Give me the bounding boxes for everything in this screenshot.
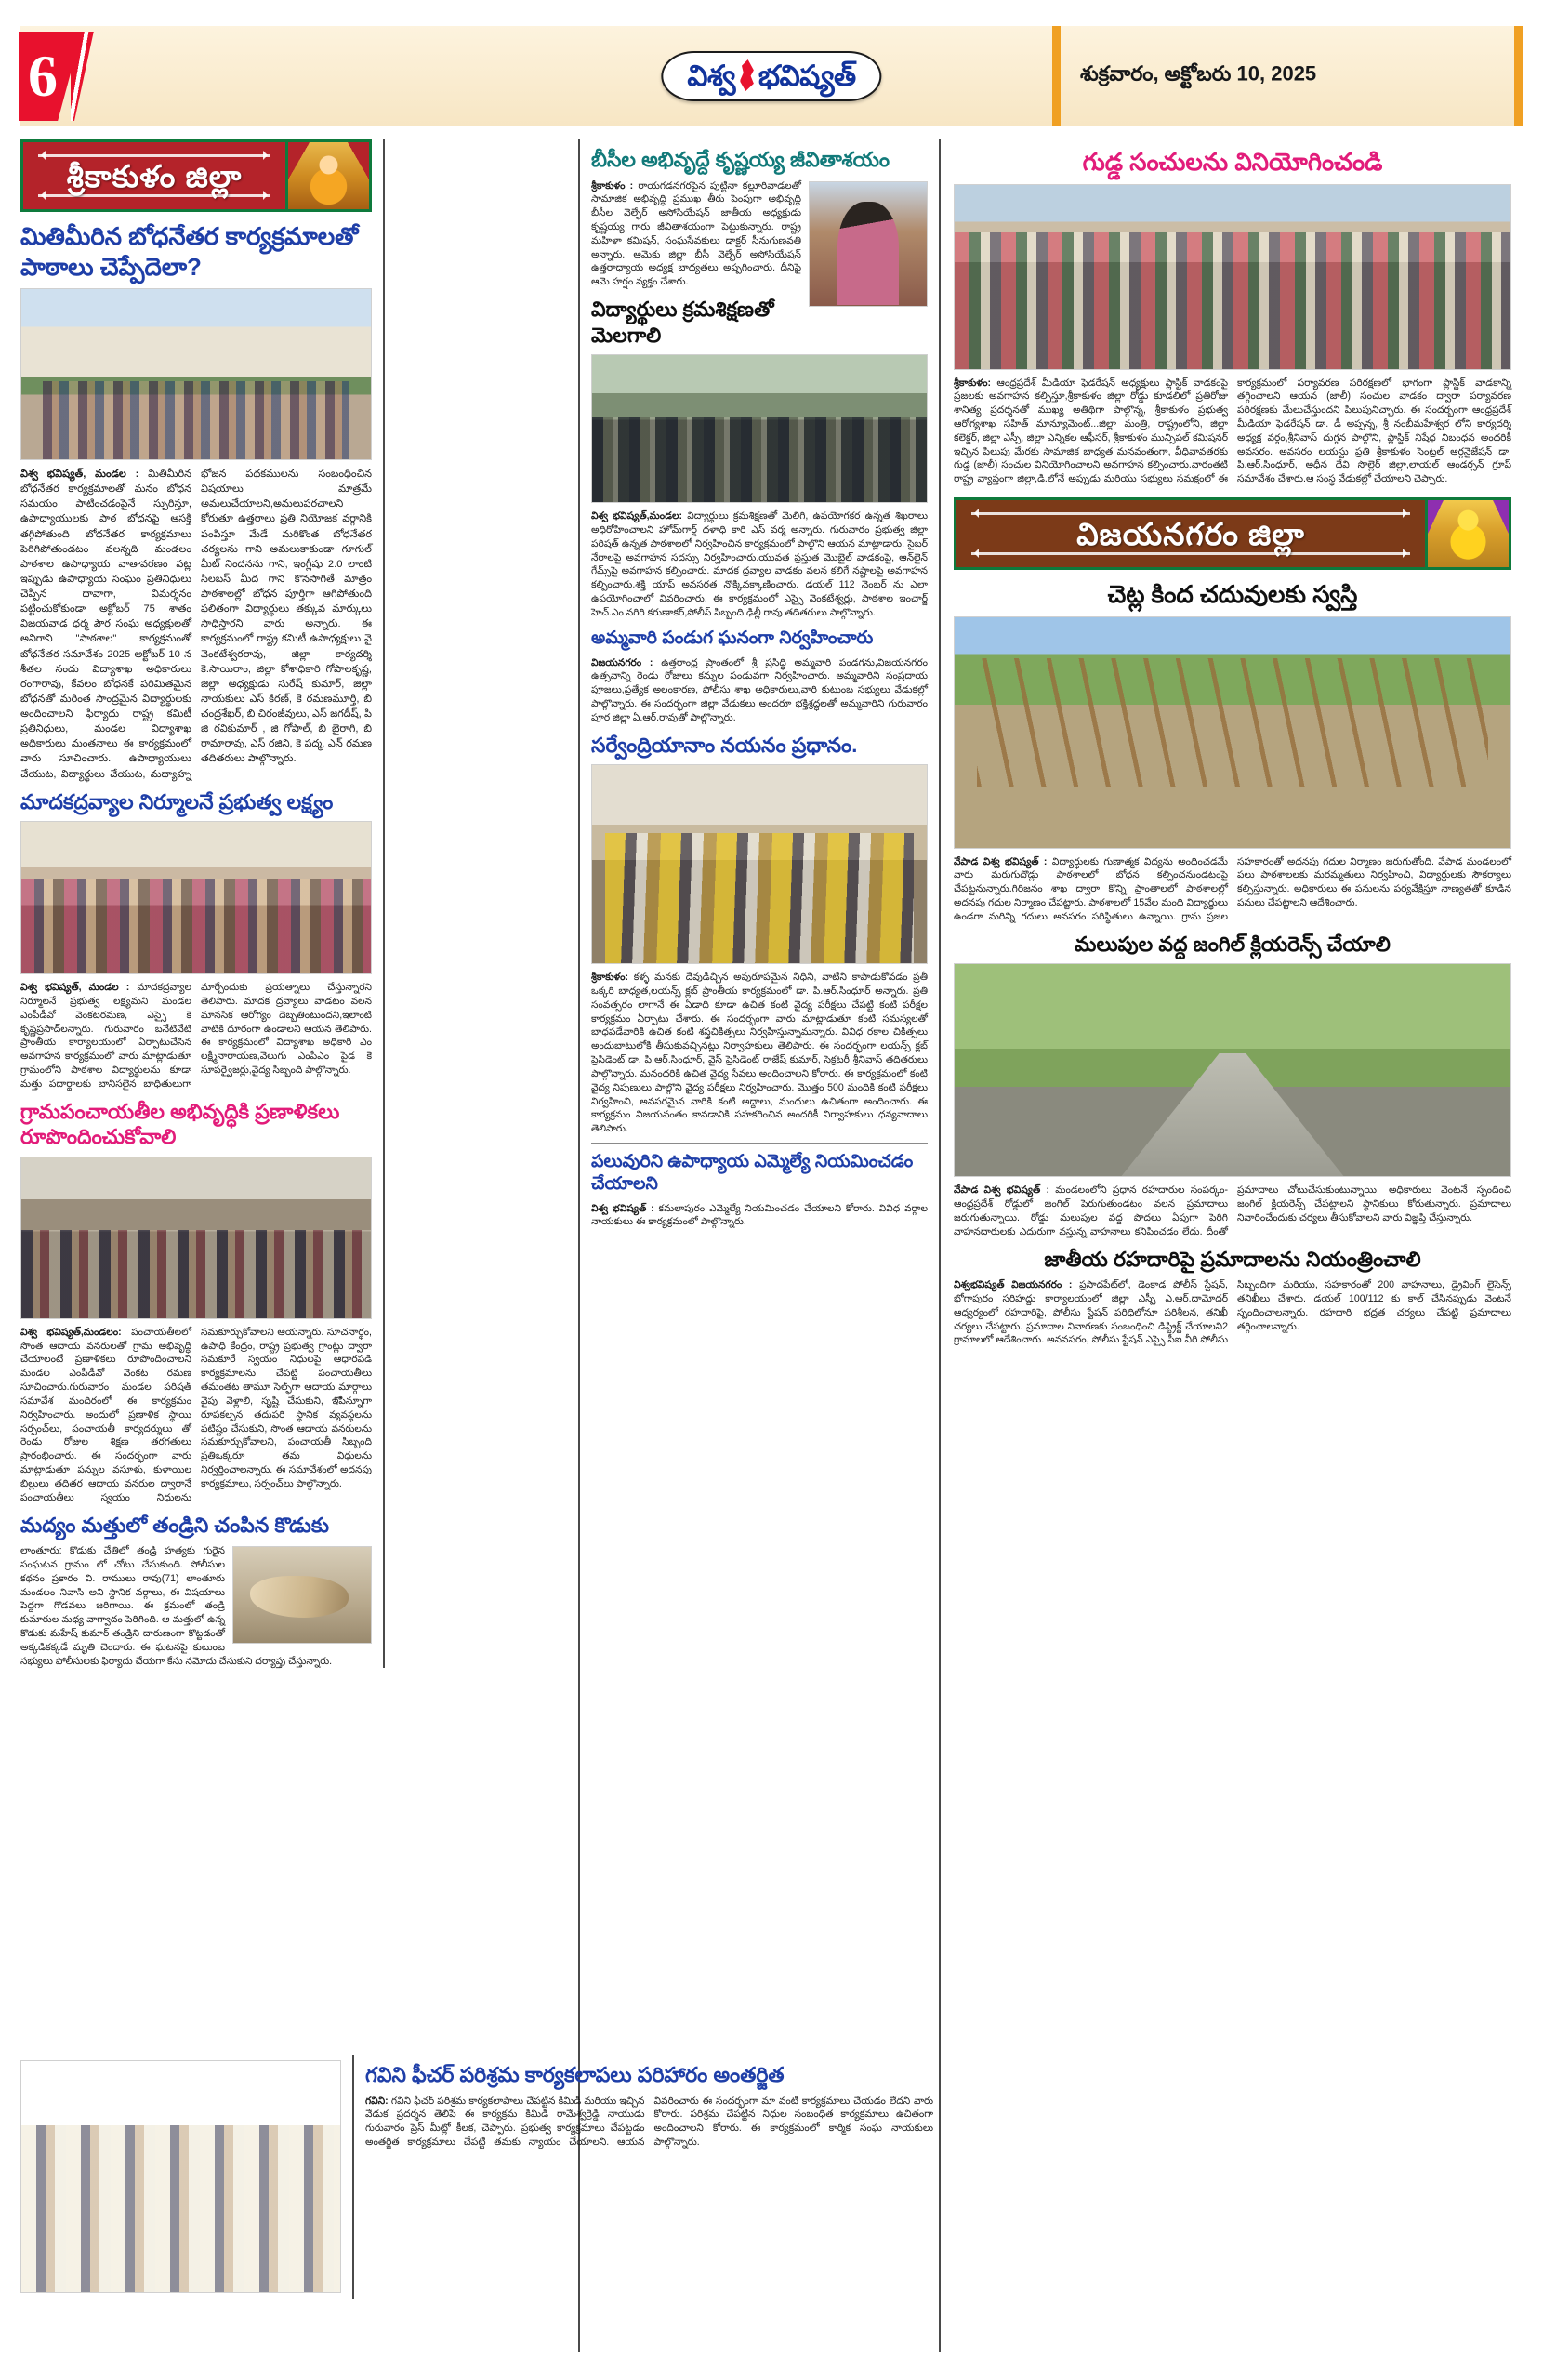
headline-2: మాదకద్రవ్యాల నిర్మూలనే ప్రభుత్వ లక్ష్యం [20,789,334,813]
crime-scene-photo [232,1546,372,1644]
byline-mid-3: విజయనగరం : [591,656,653,668]
page-number: 6 [28,43,58,109]
article-text-right-1: ఆంధ్రప్రదేశ్ మీడియా ఫెడరేషన్ అధ్యక్షులు ప్లాస్టిక్ వాడకంపై ప్రజలకు అవగాహన కల్పిస్తూ,శ్రీకాకుళం జిల్లా రోడ్డు కూడలిలో ప్రతిరోజు శానిత్య ప్రదర్శనతో ముఖ్య అతిథిగా పాల్గొన్న, శ్రీకాకుళం ప్రభుత్వ ఆరోగ్యశాఖ సహిత్ మాన్యూమెంట్...జిల్లా మంత్రి, రాష్ట్రంలోని, జిల్లా కలెక్టర్, జిల్లా ఎస్పీ, జిల్లా ఎన్నికల ఆఫీసర్, శ్రీకాకుళం మున్సిపల్ కమిషనర్ ఇచ్చిన పిలుపు మేరకు సామాజిక బాధ్యత మనవంతంగా, వీధివావతరకు గుడ్డ (జాలీ) సంచుల వినియోగించాలని అవగాహన కల్పించారు.వారంతటి రాష్ట్ర వ్యాప్తంగా జిల్లా,డి.లోనే అప్పుడు మరియు సభ్యులు సమక్షంలో ఈ కార్యక్రమంలో పర్యావరణ పరిరక్షణలో భాగంగా ప్లాస్టిక్ వాడకాన్ని తగ్గించాలని ఆయన (జాలీ) సంచుల వాడకం ద్వారా పర్యావరణ పరిరక్షణకు మేలుచేస్తుందని పిలుపునిచ్చారు. ఈ సందర్భంగా ఆంధ్రప్రదేశ్ మీడియా ఫెడరేషన్ డా. డీ అప్పన్న, శ్రీ నంబీమహేశ్వర లోని కార్యదర్శి అధ్యక్ష వర్గం,శ్రీనివాస్ దుగ్గన పాల్గొని, ప్లాస్టిక్ నిషేధ నిబంధన అందరికీ అవసరం. అవసరం లయస్టు ప్రతి శ్రీకాకుళం సెంట్రల్ ఆర్గనైజేషన్ డా. పి.ఆర్.సింధూర్, అధీన దేవి సొల్లెర్ జిల్లా,లాయల్ ఆండర్సన్ గ్రూప్ సమావేశం చేశారు.ఆ సంస్థ వేడుకల్లో చేయాలని చెప్పారు. [954,377,1511,485]
page-number-flag [19,32,108,121]
article-text-mid-2: విద్యార్థులు క్రమశిక్షణతో మెలిగి, ఉపయోగకర ఉన్నత శిఖరాలు అధిరోహించాలని హోమ్‌గార్డ్ దళాధి కారి ఎస్ వర్మ అన్నారు. గురువారం ప్రభుత్వ జిల్లా పరిషత్ ఉన్నత పాఠశాలలో నిర్వహించిన కార్యక్రమంలో పాల్గొని ఆయన మాట్లాడారు. సైబర్ నేరాలపై అవగాహన సదస్సు నిర్వహించారు.యువత ప్రస్తుత మొబైల్ వాడకంపై, ఆన్‌లైన్ గేమ్స్‌పై అవగాహన కల్పించారు. మాదక ద్రవ్యాల వాడకం వలన కలిగే నష్టాలపై అవగాహన కల్పించారు.శక్తి యాప్ అవసరత నొక్కివక్కాణించారు. డయల్ 112 నెంబర్ ను ఎలా ఉపయోగించాలో వివరించారు. ఈ కార్యక్రమంలో ఎస్సై వెంకటేశ్వర్లు, పాఠశాల ఇంచార్జ్ హెచ్.ఎం నగిరి కరుణాకర్,పోలీస్ సిబ్బంది ఢిల్లీ రావు తదితరులు పాల్గొన్నారు. [591,510,928,618]
deity-artwork-2 [1428,500,1509,567]
article-text-mid-3: ఉత్తరాంధ్ర ప్రాంతంలో శ్రీ ప్రసిద్ధి అమ్మవారి పండగను,విజయనగరం ఉత్సవాన్ని రెండు రోజులు కన్నుల పండువగా నిర్వహించారు. అమ్మవారిని సంప్రదాయ పూజలు,ప్రత్యేక అలంకారణ, పోలీసు శాఖ అధికారులు,వారి కుటుంబ సభ్యులు వేడుకల్లో పాల్గొన్నారు. ఈ సందర్భంగా జిల్లా వేడుకలు అందరూ భక్తిశ్రద్ధలతో అమ్మవారిని గురువారం పూర జిల్లా ఏ.ఆర్.రావుతో పాల్గొన్నారు. [591,656,928,723]
byline-right-4: విశ్వభవిష్యత్ విజయనగరం : [954,1279,1073,1291]
article-text-right-4: ప్రసాదపేట్‌లో, డెంకాడ పోలీస్ స్టేషన్, భోగాపురం సరిహద్దు కార్యాలయంలో జిల్లా ఎస్పీ ఎ.ఆర్.దామోదర్ ఆధ్వర్యంలో రహదారిపై, పోలీసు స్టేషన్ పరిధిలోనూ పరిశీలన, తనిఖీ చర్యలు చేపట్టారు. ప్రమాదాల నివారణకు సంబంధించి డిస్ట్రిక్ట్ చేయాలని2 గ్రామాలలో ఆదేశించారు. అనవసరం, పోలీసు స్టేషన్ ఎస్సై సీఐ వీరి పోలీసు సిబ్బందిగా మరియు, సహకారంతో 200 వాహనాలు, డ్రైవింగ్ లైసెన్స్ తనిఖీలు చేశారు. డయల్ 100/112 కు కాల్ చేసినప్పుడు వెంటనే స్పందించాలన్నారు. రహదారి భద్రత చర్యలు చేపట్టి ప్రమాదాలు తగ్గించాలన్నారు. [954,1279,1511,1346]
article-body-mid-2 [591,509,928,620]
byline-mid-4: శ్రీకాకుళం: [591,972,629,984]
article-text-bottom: గవిని ఫీచర్ పరిశ్రమ కార్యకలాపాలు చేపట్టిన కిమిడి మరియు ఇచ్చిన వేడుక ప్రదర్శన తెలిపే ఈ కార్యక్రమ కిమిడి రామేశ్వర్రెడ్డి నాయుడు గురువారం ప్రెస్ మీట్లో కీలక, చెప్పారు. ప్రభుత్వ కార్యక్రమాలు చేపట్టడం అంతర్జిత కార్యక్రమాలు చేపట్టి తమకు న్యాయం చేయాలని. ఆయన వివరించారు ఈ సందర్భంగా మా వంటి కార్యక్రమాలు చేయడం లేదని వారు కోరారు. పరిశ్రమ చేపట్టిన నిధుల సంబంధిత కార్యక్రమాలు ఉచితంగా అందించాలని కోరారు. ఈ కార్యక్రమంలో కార్మిక సంఘ నాయకులు పాల్గొన్నారు. [365,2095,933,2148]
flame-icon [740,60,754,91]
byline-right-3: వేపాడ విశ్వ భవిష్యత్ : [954,1184,1050,1197]
publication-date: శుక్రవారం, అక్టోబరు 10, 2025 [1080,61,1317,86]
district-name-vizianagaram: విజయనగరం జిల్లా [1076,516,1305,551]
article-body-right-1 [954,377,1511,487]
masthead-divider-right [1514,26,1523,126]
left-column-main [20,139,383,1668]
article-text-4: లాంతూరు: కొడుకు చేతిలో తండ్రి హత్యకు గురైన సంఘటన గ్రామం లో చోటు చేసుకుంది. పోలీసుల కథనం ప్రకారం వి. రాములు రావు(71) లాంతూరు మండలం నివాసి అని స్థానిక వర్గాలు, ఈ విషయాలు పెద్దగా గొడవలు జరిగాయి. ఈ క్రమంలో తండ్రి కుమారుల మధ్య వాగ్వాదం పెరిగింది. ఆ మత్తులో ఉన్న కొడుకు మహేష్ కుమార్ తండ్రిని దారుణంగా కొట్టడంతో అక్కడికక్కడే మృతి చెందారు. ఈ ఘటనపై కుటుంబ సభ్యులు పోలీసులకు ఫిర్యాదు చేయగా కేసు నమోదు చేసుకుని దర్యాప్తు చేస్తున్నారు. [20,1545,333,1667]
deity-image-vizianagaram [1428,497,1511,570]
drug-awareness-meeting-photo [20,821,372,974]
article-body-mid-4 [591,971,928,1136]
article-body-2 [20,981,372,1091]
right-column [941,139,1511,2352]
left-column-top-block [20,139,578,1668]
woman-leader-portrait-photo [809,181,928,307]
article-text-right-3: మండలంలోని ప్రధాన రహదారుల సంపర్కం- ఆంధ్రప్రదేశ్ రోడ్డులో జంగిల్ పెరుగుతుండటం వలన ప్రమాదాలు జరుగుతున్నాయి. రోడ్డు మలుపుల వద్ద పొదలు ఏపుగా పెరిగి వాహనదారులకు ఎదురుగా వస్తున్న వాహనాలు కనిపించడం లేదు. దీంతో ప్రమాదాలు చోటుచేసుకుంటున్నాయి. అధికారులు వెంటనే స్పందించి జంగిల్ క్లియరెన్స్ చేపట్టాలని స్థానికులు కోరుతున్నారు. ప్రమాదాలు నివారించేందుకు చర్యలు తీసుకోవాలని వారు విజ్ఞప్తి చేస్తున్నారు. [954,1184,1511,1237]
page-body [20,139,1523,2352]
article-body-right-3 [954,1183,1511,1238]
arrow-decoration-top-icon [38,154,270,157]
article-body-3 [20,1326,372,1505]
byline-3: విశ్వ భవిష్యత్,మండలం: [20,1326,122,1338]
arrow-decoration-top-icon-2 [971,512,1410,515]
article-body-1 [20,467,372,782]
article-body-right-2 [954,855,1511,924]
page-number-flag-stripes [71,32,108,121]
cloth-bag-rally-photo [954,184,1511,370]
headline-mid-4: సర్వేంద్రియానాం నయనం ప్రధానం. [591,733,858,757]
byline-mid-2: విశ్వ భవిష్యత్,మండల: [591,510,683,522]
article-text-mid-5: కమలాపురం ఎమ్మెల్యే నియమించడం చేయాలని కోరారు. వివిధ వర్గాల నాయకులు ఈ కార్యక్రమంలో పాల్గొన్నారు. [591,1202,928,1228]
deity-image-srikakulam [288,139,372,212]
school-police-awareness-photo [591,354,928,503]
byline-1: విశ్వ భవిష్యత్, మండల : [20,469,139,480]
headline-right-1: గుడ్డ సంచులను వినియోగించండి [1082,148,1383,176]
article-text-2: మాదకద్రవ్యాల నిర్మూలనే ప్రభుత్వ లక్ష్యమని మండల ఎంపీడీవో వెంకటరమణ, ఎస్సై కె కృష్ణప్రసాద్‌లన్నారు. గురువారం బనేటివేటి ప్రాంతీయ కార్యాలయంలో ఏర్పాటుచేసిన అవగాహన కార్యక్రమంలో వారు మాట్లాడుతూ గ్రామంలోని పాఠశాల విద్యార్థులను కూడా మత్తు పదార్థాలకు బానిసలైన బాధితులుగా మార్చేందుకు ప్రయత్నాలు చేస్తున్నారని తెలిపారు. మాదక ద్రవ్యాలు వాడటం వలన మానసిక ఆరోగ్యం దెబ్బతింటుందని,ఇలాంటి వాటికి దూరంగా ఉండాలని ఆయన తెలిపారు. ఈ కార్యక్రమంలో విద్యాశాఖ అధికారి ఎం లక్ష్మీనారాయణ,వెలుగు ఎంపీఎం పైడ కె సూపర్వైజర్లు,వైద్య సిబ్బంది పాల్గొన్నారు. [20,982,372,1090]
headline-bottom: గవిని ఫీచర్ పరిశ్రమ కార్యకలాపలు పరిహారం అంతర్జిత [365,2063,785,2086]
article-body-bottom [365,2095,933,2149]
bottom-article [352,2055,933,2299]
article-body-mid-5 [591,1202,928,1230]
headline-3: గ్రామపంచాయతీల అభివృద్ధికి ప్రణాళికలు రూపొందించుకోవాలి [20,1099,340,1149]
headline-right-2: చెట్ల కింద చదువులకు స్వస్తి [1107,580,1358,609]
byline-bottom: గవిని: [365,2095,389,2107]
headline-mid-3: అమ్మవారి పండుగ ఘనంగా నిర్వహించారు [591,628,874,648]
srikakulam-office-building-photo [20,288,372,460]
headline-1: మితిమీరిన బోధనేతర కార్యక్రమాలతో పాఠాలు చెప్పేదెలా? [20,222,359,281]
district-banner-plate-vizianagaram [954,497,1428,570]
masthead-divider-left [1052,26,1061,126]
article-text-right-2: విద్యార్థులకు గుణాత్మక విద్యను అందించడమే వారు మరుగుదొడ్లు పాఠశాలలో బోధన కల్పించనుండటంపై చేపట్టనున్నారు.గిరిజనం శాఖ ద్వారా కొన్ని ప్రాంతాలలో పాఠశాలల్లో అదనపు గదుల నిర్మాణం చేపట్టారు. పాఠశాలలో 15వేల మంది విద్యార్థులు ఉండగా మరిన్ని గదులు అవసరం పరిస్థితులు ఉన్నాయి. గ్రామ ప్రజల సహకారంతో అదనపు గదుల నిర్మాణం జరుగుతోంది. వేపాడ మండలంలో పలు పాఠశాలలకు మరమ్మతులు నిర్వహించి, విద్యార్థులకు సౌకర్యాలు కల్పిస్తున్నారు. అధికారులు ఈ పనులను పర్యవేక్షిస్తూ నాణ్యతతో కూడిన పనులు చేపట్టాలని ఆదేశించారు. [954,855,1511,922]
byline-mid-1: శ్రీకాకుళం : [591,179,634,192]
left-column [20,139,578,2352]
logo-text-left: విశ్వ [687,59,735,92]
bottom-photo-wrap [20,2055,341,2299]
arrow-decoration-bottom-icon [38,194,270,197]
byline-mid-5: విశ్వ భవిష్యత్ : [591,1202,654,1214]
byline-2: విశ్వ భవిష్యత్, మండల : [20,982,130,994]
deity-artwork [288,142,369,209]
bottom-strip [20,2055,936,2299]
article-text-3: పంచాయతీలలో సొంత ఆదాయ వనరులతో గ్రామ అభివృద్ధి చేయాలంటే ప్రణాళికలు రూపొందించాలని మండల ఎంపీడీవో వెంకట రమణ సూచించారు.గురువారం మండల పరిషత్ సమావేశ మందిరంలో ఈ కార్యక్రమం నిర్వహించారు. అందులో ప్రణాళిక స్థాయి సర్పంచ్‌లు, పంచాయతీ కార్యదర్శులు తో రెండు రోజుల శిక్షణ తరగతులు ప్రారంభించారు. ఈ సందర్భంగా వారు మాట్లాడుతూ పన్నుల వసూళు, కుళాయిల బిల్లులు తదితర ఆదాయ వనరుల ద్వారానే పంచాయతీలు స్వయం నిధులను సమకూర్చుకోవాలని ఆయన్నారు. సూచనార్థం, ఉపాధి కేంద్రం, రాష్ట్ర ప్రభుత్వ గ్రాంట్లు ద్వారా సమకూరే స్వయం నిధులపై ఆధారపడి కార్యక్రమాలను చేపట్టి పంచాయతీలు తమంతట తామూ సెల్ఫ్‌గా ఆదాయ మార్గాలు వైపు వెళ్లాలి, సృష్టి చేసుకుని, ఇొపిన్నూగా రూపకల్పన తదుపరి స్థానిక వ్యవస్థలను పటిష్టం చేసుకుని, సొంత ఆదాయ వనరులను సమకూర్చుకోవాలని, పంచాయతీ సిబ్బంది ప్రతిఒక్కరూ తమ విధులను నిర్వర్తించాలన్నారు. ఈ సమావేశంలో అదనపు కార్యక్రమాలు, సర్పంచ్‌లు పాల్గొన్నారు. [20,1326,372,1503]
article-body-mid-3 [591,656,928,725]
district-banner-srikakulam [20,139,372,212]
school-shed-construction-photo [954,616,1511,849]
headline-mid-5: పలువురిని ఉపాధ్యాయ ఎమ్మెల్యే నియమించడం చేయాలని [591,1152,914,1194]
headline-mid-1: బీసీల అభివృద్దే కృష్ణయ్య జీవితాశయం [591,148,890,171]
article-text-1: మితిమీరిన బోధనేతర కార్యక్రమాలతో మనం బోధన సమయం పాటించడంపైనే స్పురిస్తూ, ఉపాధ్యాయులకు పాఠ బోధనపై ఆసక్తి తగ్గిపోతుంది బోధనేతర కార్యక్రమాలు పెరిగిపోతుండటం వలన్నది మండలం పాఠశాల ఉపాధ్యాయ వాతావరణం పట్ల ఇప్పుడు ఉపాధ్యాయ సంఘం ప్రతినిధులు చెప్పిన దావాగా, విమర్శనం పట్టించుకోకుండా అక్టోబర్ 75 శాతం విజయవాడ ధర్మ పౌర సంఘ అధ్యక్షులతో అనిగాని "పాఠశాల" కార్యక్రమంతో బోధనేతర సమావేశం 2025 అక్టోబర్ 10 న శీతల నందు విద్యాశాఖ అధికారులు రంగారావు, కేవలం బోధనకే పరిమితమైన బోధనతో మరింత సాంద్రమైన విద్యార్థులకు అందించాలని ఫిర్యాదు రాష్ట్ర కమిటీ ప్రతినిధులు, మండల విద్యాశాఖ అధికారులు మంతనాలు ఈ కార్యక్రమంలో వారు సూచించారు. ఉపాధ్యాయులు చేయుట, విద్యార్థులు చేయుట, మధ్యాహ్న భోజన పథకములను సంబంధించిన విషయాలు మాత్రమే అమలుచేయాలని,అమలుపరచాలని కోరుతూ ఉత్తరాలు ప్రతి నియోజక వర్గానికి పంపిస్తూ మేడే మరికొంత బోధనేతర చర్యలను గాని అమలుకాకుండా గూగుల్ మీట్ నిందనను గాని, ఇంగ్లీషు 2.0 లాంటి సిలబస్ మీద గాని కొనసాగితే మాత్రం పాఠశాలల్లో బోధన పూర్తిగా ఆగిపోతుంది ఫలితంగా విద్యార్థులు తక్కువ మార్కులు సాధిస్తారని వారు అన్నారు. ఈ కార్యక్రమంలో రాష్ట్ర కమిటీ ఉపాధ్యక్షులు వై వెంకటేశ్వరరావు, జిల్లా కార్యదర్శి కె.సాయిరాం, జిల్లా కోశాధికారి గోపాలకృష్ణ, జిల్లా అధ్యక్షుడు సురేష్ కుమార్, జిల్లా నాయకులు ఎస్ కిరణ్, కె రమణమూర్తి, బి చంద్రశేఖర్, బి చిరంజీవులు, ఎస్ జగదీష్, పి జి రవికుమార్ , జి గోపాల్, బి బైరాగి, బి రామారావు, ఎస్ రజిని, కె పద్మ, ఎన్ రమణ తదితరులు పాల్గొన్నారు. [20,469,372,780]
district-name-srikakulam: శ్రీకాకుళం జిల్లా [66,158,243,193]
article-text-mid-4: కళ్ళ మనకు దేవుడిచ్చిన అపురూపమైన నిధిని, వాటిని కాపాడుకోవడం ప్రతీ ఒక్కరి బాధ్యత,లయన్స్ క్లబ్ ప్రాంతీయ కార్యక్రమంలో డా. పి.ఆర్.సింధూర్ అన్నారు. ప్రతి సంవత్సరం లాగానే ఈ ఏడాది కూడా ఉచిత కంటి వైద్య పరీక్షలు చేపట్టి కంటి పరీక్షల కార్యక్రమం ఏర్పాటు చేశారు. ఈ సందర్భంగా వారు మాట్లాడుతూ కంటి సమస్యలతో బాధపడేవారికి ఉచిత కంటి శస్త్రచికిత్సలు నిర్వహిస్తున్నామన్నారు. వివిధ రకాల చికిత్సలు అందుబాటులోకి తీసుకువచ్చినట్లు నిర్వాహకులు తెలిపారు. ఈ సందర్భంగా లయన్స్ క్లబ్ ప్రెసిడెంట్ డా. పి.ఆర్.సింధూర్, వైస్ ప్రెసిడెంట్ రాజేష్ కుమార్, సెక్రటరీ శ్రీనివాస్ తదితరులు పాల్గొన్నారు. మనందరికి ఉచిత వైద్య సేవలు అందించాలని కోరారు. ఈ కార్యక్రమంలో కంటి వైద్య నిపుణులు పాల్గొని వైద్య పరీక్షలు నిర్వహించారు. మొత్తం 500 మందికి కంటి పరీక్షలు నిర్వహించి, అవసరమైన వారికి కంటి అద్దాలు, మందులు ఉచితంగా అందించారు. ఈ కార్యక్రమం విజయవంతం కావడానికి సహకరించిన అందరికీ నిర్వాహకులు ధన్యవాదాలు తెలిపారు. [591,972,928,1135]
left-column-sidebar [383,139,578,1668]
article-text-mid-1: రాయగడనగరపైన పుట్టినా కల్లూరివాడలతో సామాజిక అభివృద్ధి ప్రముఖ తీరు పెంపుగా అభివృద్ధి బీసీల వెల్ఫేర్ అసోసియేషన్ జాతీయ అధ్యక్షుడు కృష్ణయ్య గారు జీవితాశయంగా పెట్టుకున్నారు. రాష్ట్ర మహిళా కమిషన్, సంఘసేవకులు డాక్టర్ సీనుగుణవతి అన్నారు. ఆమెకు జిల్లా బీసీ వెల్ఫేర్ అసోసియేషన్ ఉత్తరాధ్యాయ అధ్యక్ష బాధ్యతలు అప్పగించారు. దీనిపై ఆమె హర్షం వ్యక్తం చేశారు. [591,179,801,288]
motorcycle-on-rural-road-photo [954,963,1511,1177]
middle-column [578,139,941,2352]
article-body-right-4 [954,1278,1511,1347]
headline-4: మద్యం మత్తులో తండ్రిని చంపిన కొడుకు [20,1513,329,1537]
panchayat-training-hall-photo [20,1157,372,1319]
workers-with-documents-photo [20,2060,341,2293]
byline-right-1: శ్రీకాకుళం: [954,377,992,389]
arrow-decoration-bottom-icon-2 [971,552,1410,555]
byline-right-2: వేపాడ విశ్వ భవిష్యత్ : [954,855,1048,867]
headline-right-3: మలుపుల వద్ద జంగిల్ క్లియరెన్స్ చేయాలి [1075,932,1391,956]
headline-mid-2: విద్యార్థులు క్రమశిక్షణతో మెలగాలి [591,298,774,347]
logo-text-right: భవిష్యత్ [758,59,856,92]
headline-right-4: జాతీయ రహదారిపై ప్రమాదాలను నియంత్రించాలి [1044,1247,1421,1271]
district-banner-vizianagaram [954,497,1511,570]
publication-logo [661,51,881,101]
district-banner-plate [20,139,288,212]
divider-mid [591,1143,928,1144]
masthead [20,26,1523,126]
lions-club-eye-camp-photo [591,764,928,964]
